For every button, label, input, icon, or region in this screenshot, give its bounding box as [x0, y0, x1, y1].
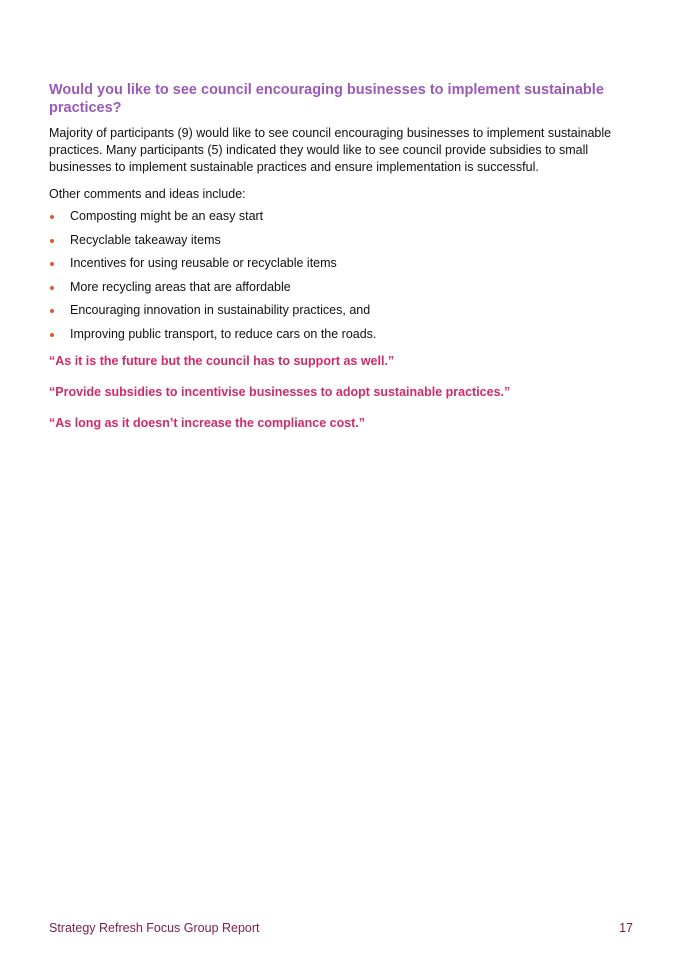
list-item [49, 255, 633, 272]
participant-quote: “As long as it doesn’t increase the compliance cost.” [49, 415, 366, 430]
bullet-icon [50, 215, 54, 219]
list-item [49, 279, 633, 296]
section-heading: Would you like to see council encouraging businesses to implement sustainable practices? [49, 82, 604, 116]
page-content [49, 81, 633, 446]
list-item [49, 302, 633, 319]
list-item [49, 232, 633, 249]
bullet-icon [50, 286, 54, 290]
comments-list [49, 208, 633, 343]
list-item-text: More recycling areas that are affordable [70, 279, 291, 294]
list-item-text: Incentives for using reusable or recyclable items [70, 256, 337, 271]
footer-report-title: Strategy Refresh Focus Group Report [49, 921, 260, 935]
list-item [49, 326, 633, 343]
list-item-text: Encouraging innovation in sustainability practices, and [70, 303, 371, 318]
summary-paragraph: Majority of participants (9) would like to see council encouraging businesses to implement sustainable practices. Many participants (5) indicated they would like to see council provide subsidies to small businesses to implement sustainable practices and ensure implementation is successful. [49, 126, 612, 174]
bullet-icon [50, 262, 54, 266]
list-item-text: Recyclable takeaway items [70, 232, 221, 247]
list-item-text: Composting might be an easy start [70, 209, 264, 223]
bullet-icon [50, 309, 54, 313]
participant-quote: “As it is the future but the council has to support as well.” [49, 353, 395, 368]
bullet-icon [50, 239, 54, 243]
page-number: 17 [619, 921, 633, 935]
bullet-icon [50, 333, 54, 337]
comments-intro: Other comments and ideas include: [49, 187, 246, 201]
list-item-text: Improving public transport, to reduce cars on the roads. [70, 326, 377, 341]
list-item [49, 208, 633, 225]
participant-quote: “Provide subsidies to incentivise businesses to adopt sustainable practices.” [49, 384, 511, 399]
